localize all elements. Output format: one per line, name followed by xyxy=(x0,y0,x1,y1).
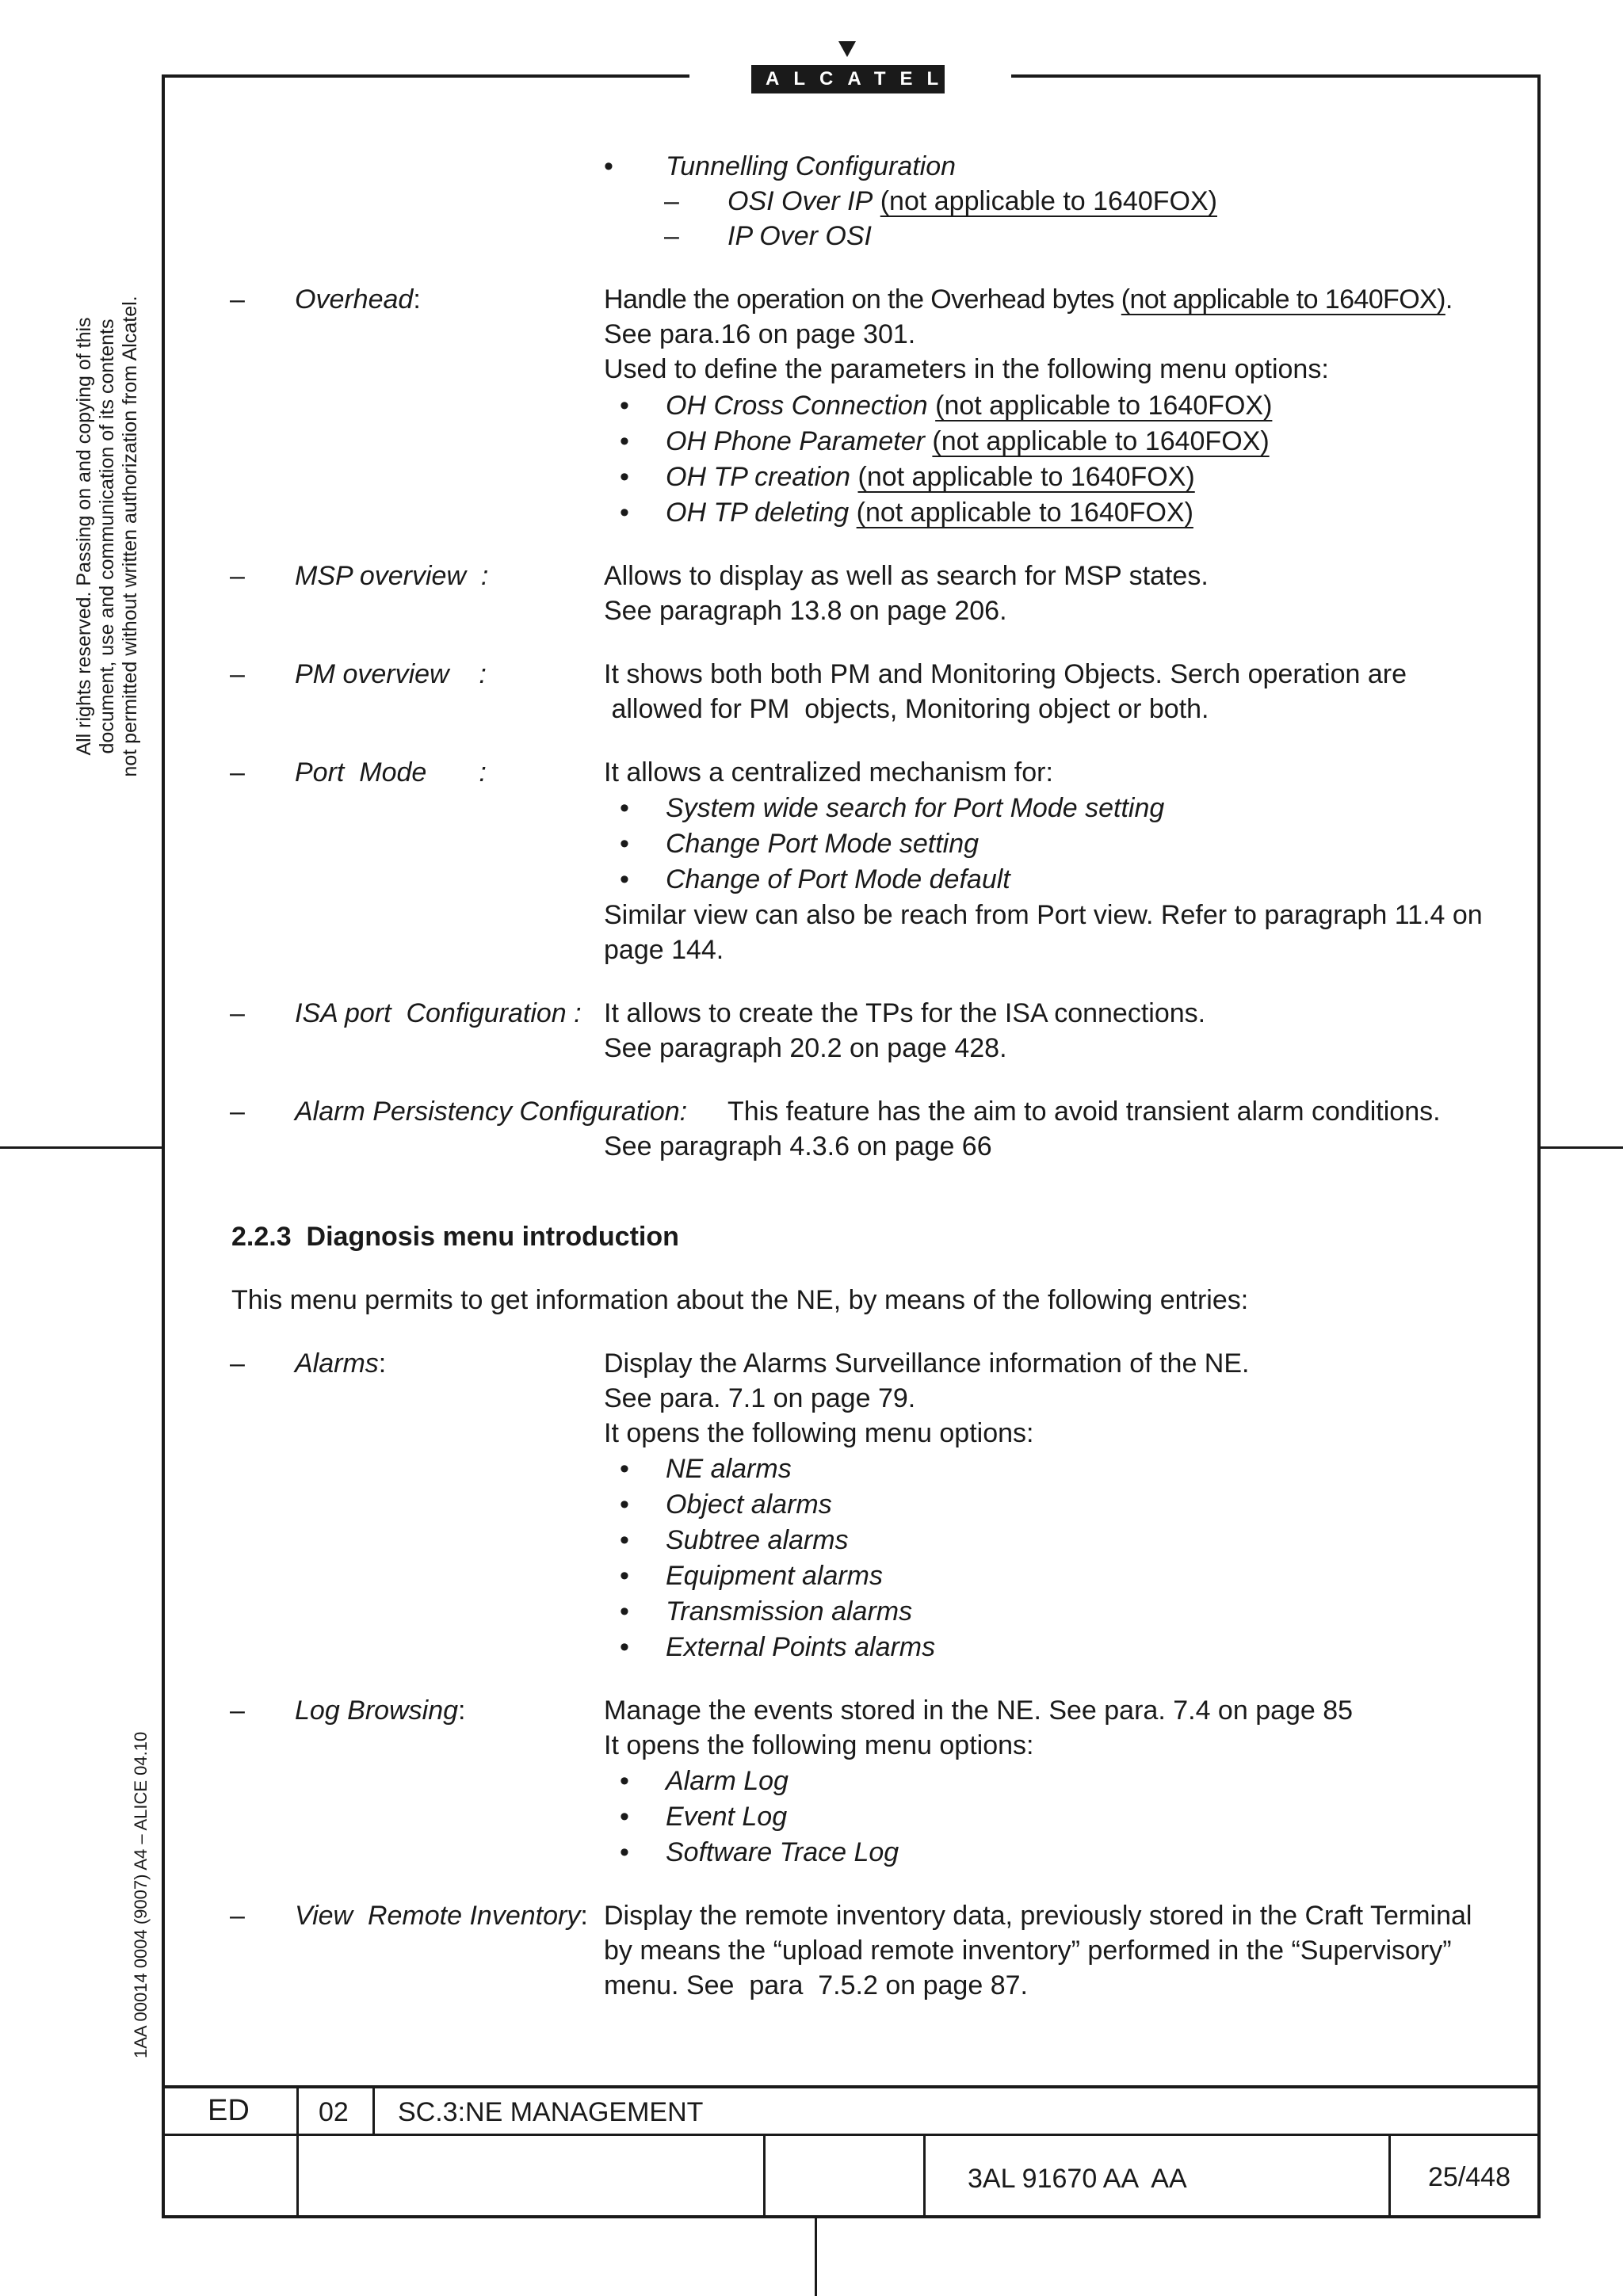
log-browsing-desc: Manage the events stored in the NE. See para. 7.4 on page 85 xyxy=(604,1695,1354,1726)
bullet: • xyxy=(620,498,629,528)
dash: – xyxy=(230,284,245,315)
port-mode-desc: It allows a centralized mechanism for: xyxy=(604,757,1053,788)
alarm-persistency-ref: See paragraph 4.3.6 on page 66 xyxy=(604,1131,992,1161)
dash: – xyxy=(230,561,245,591)
isa-ref: See paragraph 20.2 on page 428. xyxy=(604,1033,1007,1063)
left-margin-mark xyxy=(0,1146,162,1149)
right-margin-mark xyxy=(1541,1146,1623,1149)
bullet: • xyxy=(620,1802,629,1832)
tunnelling-title: Tunnelling Configuration xyxy=(666,151,957,181)
overhead-item: OH Cross Connection (not applicable to 1640FOX) xyxy=(666,391,1273,421)
dash: – xyxy=(230,1348,245,1379)
overhead-item: OH TP creation (not applicable to 1640FOX) xyxy=(666,462,1195,492)
bullet: • xyxy=(620,793,629,823)
footer-tail-line xyxy=(815,2218,817,2296)
remote-inventory-desc: Display the remote inventory data, previously stored in the Craft Terminal xyxy=(604,1901,1472,1931)
overhead-item: OH TP deleting (not applicable to 1640FOX) xyxy=(666,498,1193,528)
port-mode-item: System wide search for Port Mode setting xyxy=(666,793,1165,823)
alarms-desc: Display the Alarms Surveillance information of the NE. xyxy=(604,1348,1250,1379)
logo-triangle-icon xyxy=(838,41,856,57)
bullet: • xyxy=(620,1632,629,1662)
bullet: • xyxy=(620,1837,629,1867)
footer-ed-value: 02 xyxy=(319,2097,349,2127)
footer-chapter: SC.3:NE MANAGEMENT xyxy=(398,2097,704,2127)
port-mode-item: Change of Port Mode default xyxy=(666,864,1010,894)
bullet: • xyxy=(620,1561,629,1591)
bullet: • xyxy=(620,391,629,421)
footer-divider xyxy=(923,2134,926,2218)
alarms-item: Subtree alarms xyxy=(666,1525,849,1555)
bullet: • xyxy=(620,864,629,894)
bullet: • xyxy=(620,462,629,492)
footer-top-line xyxy=(162,2085,1541,2088)
msp-desc: Allows to display as well as search for MSP states. xyxy=(604,561,1209,591)
overhead-ref: See para.16 on page 301. xyxy=(604,319,916,349)
overhead-term: Overhead: xyxy=(295,284,421,315)
alarms-item: NE alarms xyxy=(666,1454,792,1484)
bullet: • xyxy=(620,1454,629,1484)
msp-ref: See paragraph 13.8 on page 206. xyxy=(604,596,1007,626)
remote-inventory-ref: menu. See para 7.5.2 on page 87. xyxy=(604,1970,1028,2000)
bullet: • xyxy=(620,1525,629,1555)
tunnelling-item: OSI Over IP (not applicable to 1640FOX) xyxy=(727,186,1217,216)
remote-inventory-term: View Remote Inventory: xyxy=(295,1901,588,1931)
alarms-ref: See para. 7.1 on page 79. xyxy=(604,1383,916,1413)
isa-term: ISA port Configuration : xyxy=(295,998,582,1028)
bullet: • xyxy=(620,1596,629,1627)
dash: – xyxy=(230,1695,245,1726)
isa-desc: It allows to create the TPs for the ISA connections. xyxy=(604,998,1206,1028)
port-mode-note: Similar view can also be reach from Port view. Refer to paragraph 11.4 on xyxy=(604,900,1483,930)
footer-page-number: 25/448 xyxy=(1428,2162,1510,2192)
footer-mid-line xyxy=(162,2134,1541,2136)
alarms-term: Alarms: xyxy=(295,1348,387,1379)
dash: – xyxy=(230,998,245,1028)
alarms-item: Transmission alarms xyxy=(666,1596,913,1627)
pm-desc-cont: allowed for PM objects, Monitoring object or both. xyxy=(604,694,1209,724)
dash: – xyxy=(230,757,245,788)
dash: – xyxy=(664,186,679,216)
log-browsing-item: Software Trace Log xyxy=(666,1837,899,1867)
footer-ed-label: ED xyxy=(208,2094,250,2127)
footer-divider xyxy=(763,2134,766,2218)
port-mode-note-cont: page 144. xyxy=(604,935,724,965)
port-mode-term: Port Mode : xyxy=(295,757,487,788)
overhead-item: OH Phone Parameter (not applicable to 1640FOX) xyxy=(666,426,1270,456)
log-browsing-term: Log Browsing: xyxy=(295,1695,466,1726)
msp-term: MSP overview : xyxy=(295,561,489,591)
pm-term: PM overview : xyxy=(295,659,487,689)
dash: – xyxy=(230,1097,245,1127)
bullet: • xyxy=(620,829,629,859)
pm-desc: It shows both both PM and Monitoring Objects. Serch operation are xyxy=(604,659,1407,689)
bullet: • xyxy=(604,151,613,181)
footer-divider xyxy=(1388,2134,1391,2218)
log-browsing-intro: It opens the following menu options: xyxy=(604,1730,1034,1760)
log-browsing-item: Event Log xyxy=(666,1802,788,1832)
section-heading: 2.2.3 Diagnosis menu introduction xyxy=(231,1222,679,1252)
bullet: • xyxy=(620,1489,629,1520)
alarm-persistency-desc: This feature has the aim to avoid transient alarm conditions. xyxy=(727,1097,1441,1127)
form-code: 1AA 00014 0004 (9007) A4 – ALICE 04.10 xyxy=(131,1731,151,2058)
port-mode-item: Change Port Mode setting xyxy=(666,829,980,859)
overhead-intro: Used to define the parameters in the following menu options: xyxy=(604,354,1329,384)
bullet: • xyxy=(620,1766,629,1796)
alarm-persistency-term: Alarm Persistency Configuration: xyxy=(295,1097,688,1127)
overhead-desc: Handle the operation on the Overhead bytes (not applicable to 1640FOX). xyxy=(604,284,1453,315)
footer-divider xyxy=(296,2085,299,2218)
dash: – xyxy=(664,221,679,251)
section-intro: This menu permits to get information about the NE, by means of the following entries: xyxy=(231,1285,1249,1315)
remote-inventory-desc-cont: by means the “upload remote inventory” performed in the “Supervisory” xyxy=(604,1936,1452,1966)
alcatel-logo: ALCATEL xyxy=(751,65,945,93)
dash: – xyxy=(230,1901,245,1931)
footer-divider xyxy=(372,2085,375,2136)
alarms-item: External Points alarms xyxy=(666,1632,936,1662)
dash: – xyxy=(230,659,245,689)
bullet: • xyxy=(620,426,629,456)
log-browsing-item: Alarm Log xyxy=(666,1766,789,1796)
alarms-intro: It opens the following menu options: xyxy=(604,1418,1034,1448)
copyright-notice: All rights reserved. Passing on and copying of this document, use and communication of its contents not permitted without written authorization from Alcatel. xyxy=(73,296,141,777)
alarms-item: Object alarms xyxy=(666,1489,832,1520)
footer-doc-code: 3AL 91670 AA AA xyxy=(968,2164,1187,2194)
tunnelling-item: IP Over OSI xyxy=(727,221,873,251)
alarms-item: Equipment alarms xyxy=(666,1561,884,1591)
